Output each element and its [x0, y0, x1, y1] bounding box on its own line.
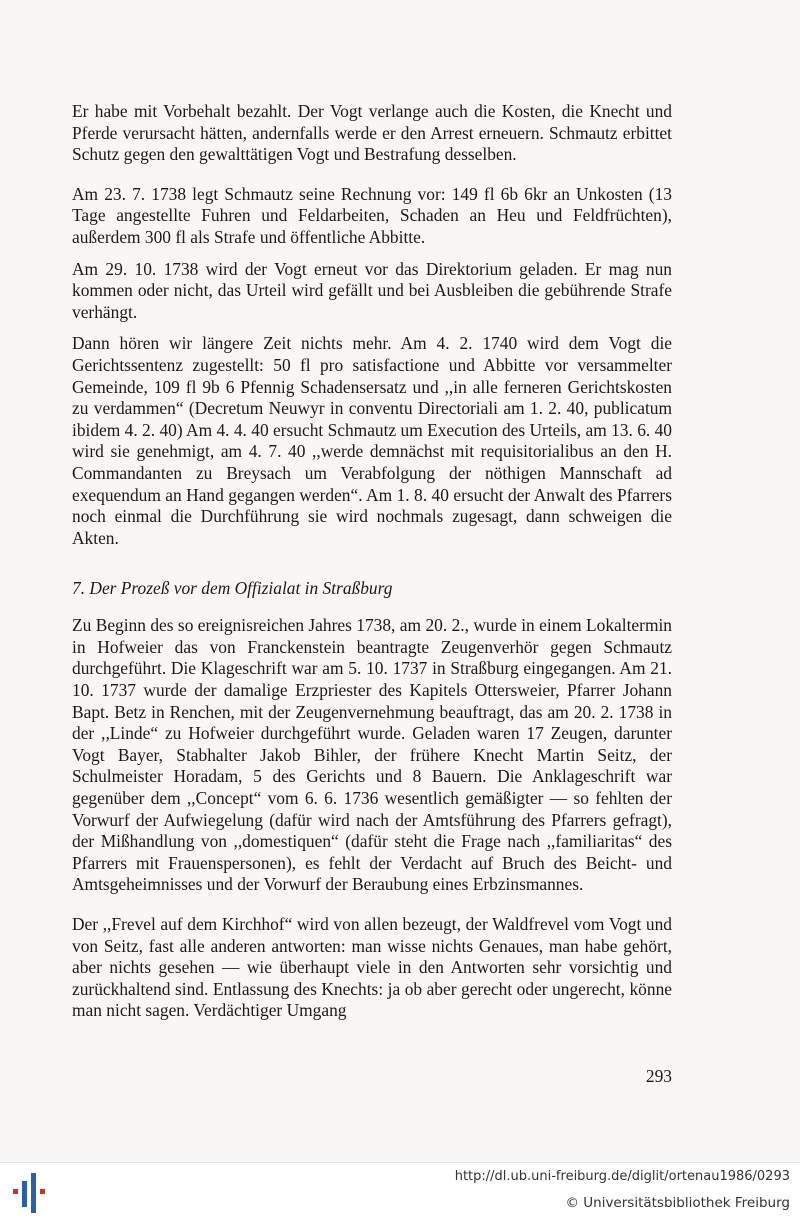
- paragraph-4: Dann hören wir längere Zeit nichts mehr. Am 4. 2. 1740 wird dem Vogt die Gerichtssentenz zugestellt: 50 fl pro satisfactione und Abbitte vor versammelter Gemeinde, 109 fl 9b 6 Pfennig Schadensersatz und ,,in alle ferneren Gerichtskosten zu verdammen“ (Decretum Neuwyr in conventu Directoriali am 1. 2. 40, publicatum ibidem 4. 2. 40) Am 4. 4. 40 ersucht Schmautz um Execution des Urteils, am 13. 6. 40 wird sie genehmigt, am 4. 7. 40 ,,werde demnächst mit requisitorialibus an den H. Commandanten zu Breysach um Verabfolgung der nöthigen Mannschaft ad exequendum an Hand gegangen werden“. Am 1. 8. 40 ersucht der Anwalt des Pfarrers noch einmal die Durchführung sie wird nochmals zugesagt, dann schweigen die Akten.: [72, 333, 672, 548]
- paragraph-1: Er habe mit Vorbehalt bezahlt. Der Vogt verlange auch die Kosten, die Knecht und Pferde verursacht hätten, andernfalls werde er den Arrest erneuern. Schmautz erbittet Schutz gegen den gewalttätigen Vogt und Bestrafung desselben.: [72, 101, 672, 165]
- ub-freiburg-logo-icon: [10, 1171, 52, 1215]
- viewer-footer: [0, 1162, 800, 1221]
- page-text: [72, 101, 672, 1040]
- paragraph-2: Am 23. 7. 1738 legt Schmautz seine Rechnung vor: 149 fl 6b 6kr an Unkosten (13 Tage angestellte Fuhren und Feldarbeiten, Schaden an Heu und Feldfrüchten), außerdem 300 fl als Strafe und öffentliche Abbitte.: [72, 183, 672, 247]
- section-heading: 7. Der Prozeß vor dem Offizialat in Straßburg: [72, 578, 393, 599]
- page-number: 293: [645, 1066, 672, 1086]
- copyright-notice: © Universitätsbibliothek Freiburg: [565, 1195, 790, 1211]
- paragraph-6: Der ,,Frevel auf dem Kirchhof“ wird von allen bezeugt, der Waldfrevel vom Vogt und von Seitz, fast alle anderen antworten: man wisse nichts Genaues, man habe gehört, aber nichts gesehen — wie überhaupt viele in den Antworten sehr vorsichtig und zurückhaltend sind. Entlassung des Knechts: ja ob aber gerecht oder ungerecht, könne man nicht sagen. Verdächtiger Umgang: [72, 914, 672, 1021]
- paragraph-3: Am 29. 10. 1738 wird der Vogt erneut vor das Direktorium geladen. Er mag nun kommen oder nicht, das Urteil wird gefällt und bei Ausbleiben die gebührende Strafe verhängt.: [72, 258, 672, 322]
- paragraph-5: Zu Beginn des so ereignisreichen Jahres 1738, am 20. 2., wurde in einem Lokaltermin in Hofweier das von Franckenstein beantragte Zeugenverhör gegen Schmautz durchgeführt. Die Klageschrift war am 5. 10. 1737 in Straßburg eingegangen. Am 21. 10. 1737 wurde der damalige Erzpriester des Kapitels Ottersweier, Pfarrer Johann Bapt. Betz in Renchen, mit der Zeugenvernehmung beauftragt, das am 20. 2. 1738 in der ,,Linde“ zu Hofweier durchgeführt wurde. Geladen waren 17 Zeugen, darunter Vogt Bayer, Stabhalter Jakob Bihler, der frühere Knecht Martin Seitz, der Schulmeister Horadam, 5 des Gerichts und 8 Bauern. Die Anklageschrift war gegenüber dem ,,Concept“ vom 6. 6. 1736 wesentlich gemäßigter — so fehlten der Vorwurf der Aufwiegelung (dafür wird nach der Amtsführung des Pfarrers gefragt), der Mißhandlung von ,,domestiquen“ (dafür steht die Frage nach ,,familiaritas“ des Pfarrers mit Frauenspersonen), es fehlt der Verdacht auf Bruch des Beicht- und Amtsgeheimnisses und der Vorwurf der Beraubung eines Erbzinsmannes.: [72, 615, 672, 895]
- source-url-link[interactable]: http://dl.ub.uni-freiburg.de/diglit/ortenau1986/0293: [454, 1169, 790, 1184]
